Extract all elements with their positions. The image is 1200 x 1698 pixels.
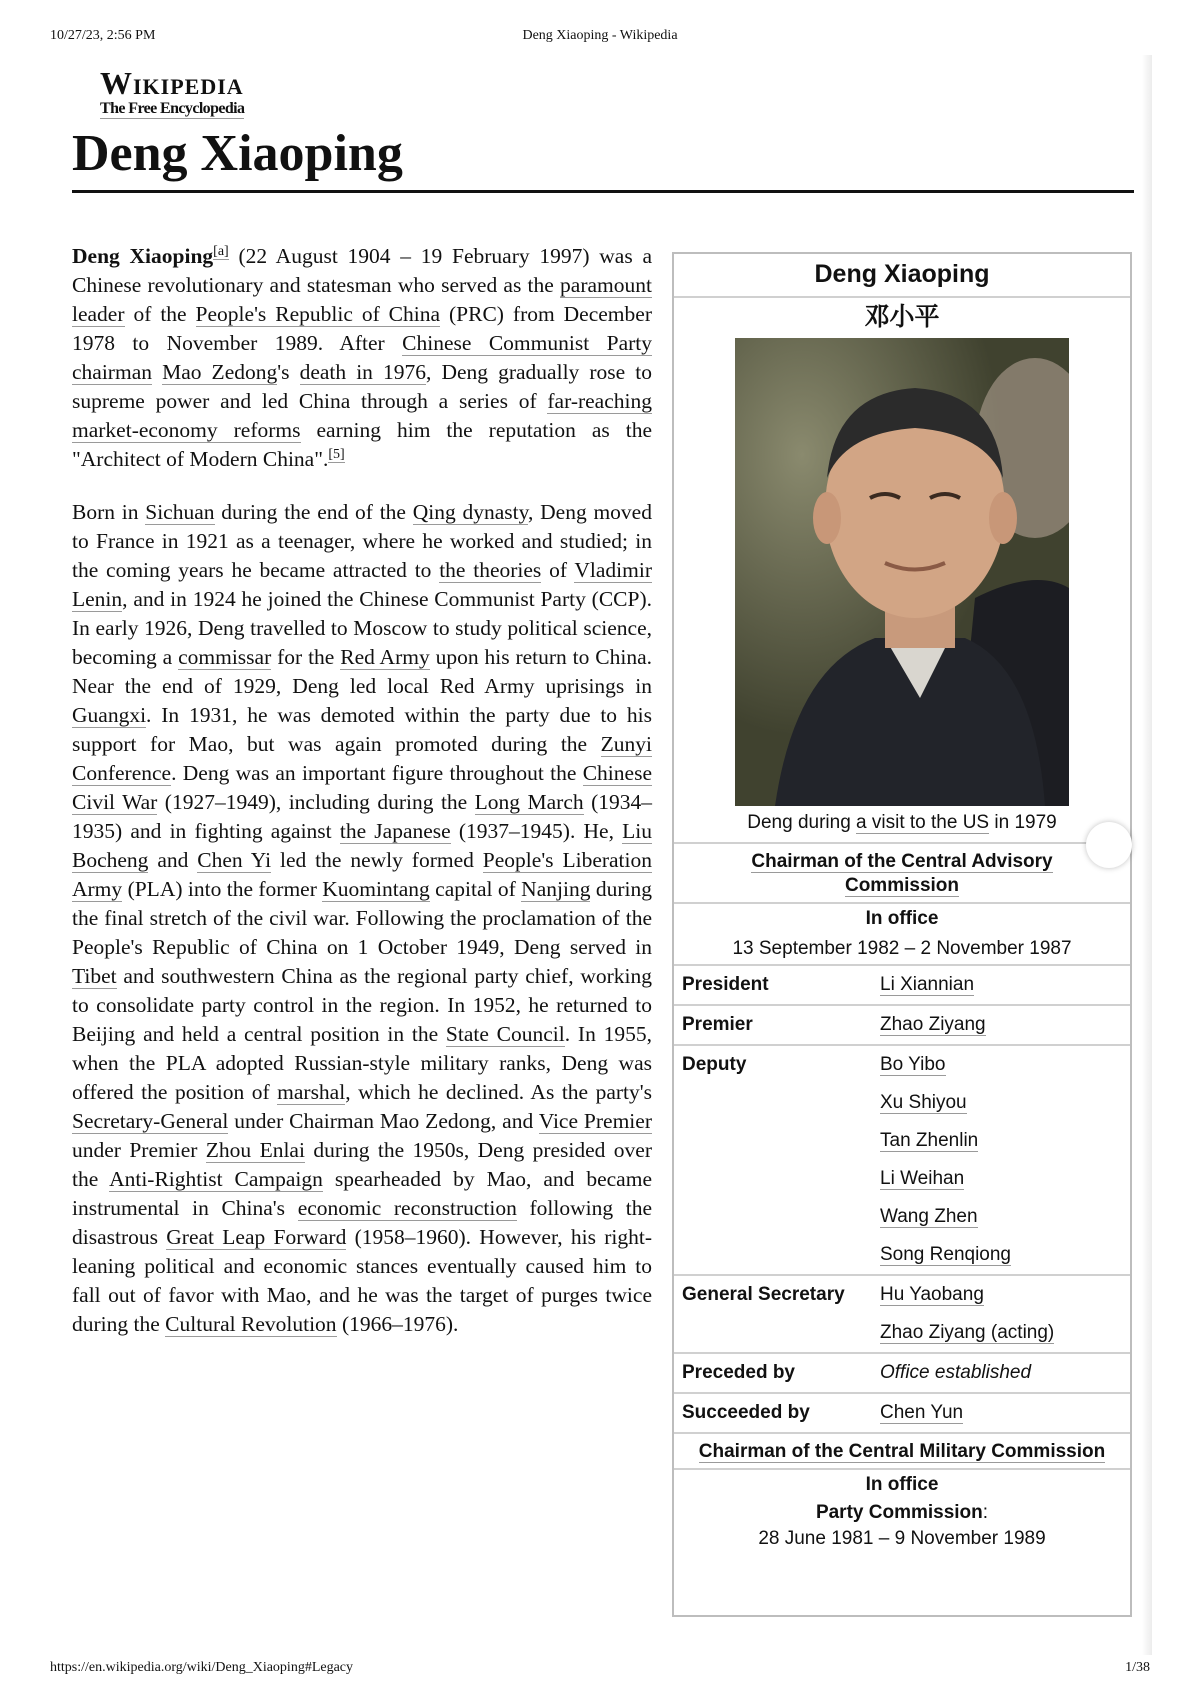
infobox-rows [674, 964, 1130, 1432]
wiki-link[interactable]: Great Leap Forward [166, 1225, 347, 1249]
infobox-value [880, 1240, 1011, 1270]
text-run: (22 August 1904 – 19 February 1997) was a Chinese revolutionary and statesman who served as the [72, 244, 653, 297]
infobox-row-values [880, 1398, 963, 1428]
text-run: (1966–1976). [336, 1312, 459, 1336]
text-run: , Deng gradually rose to supreme power and led China through a series of [72, 360, 652, 413]
office-link[interactable]: Chairman of the Central Military Commission [698, 1441, 1106, 1462]
text-run: . Deng was an important figure throughout the [171, 761, 583, 785]
text-run: during the final stretch of the civil war. Following the proclamation of the People's Republic of China on 1 October 1949, Deng served in [72, 877, 652, 959]
wiki-link[interactable]: Vladimir Lenin [72, 558, 653, 611]
text-run: (1934–1935) and in fighting against [72, 790, 652, 843]
infobox-value-link[interactable]: Zhao Ziyang (acting) [880, 1322, 1055, 1343]
party-commission-text: Party Commission [815, 1502, 983, 1523]
text-run: and [148, 848, 198, 872]
infobox-value [880, 1202, 1011, 1240]
text-run: under Chairman Mao Zedong, and [228, 1109, 539, 1133]
infobox-row [674, 1352, 1130, 1392]
infobox-row-values [880, 1050, 1011, 1270]
text-run: of [541, 558, 575, 582]
text-run: Deng during [747, 812, 857, 833]
infobox-value [880, 970, 974, 1000]
wiki-link[interactable]: Long March [474, 790, 584, 814]
party-commission-colon: : [982, 1502, 989, 1523]
wiki-link[interactable]: the theories [439, 558, 542, 582]
wiki-link[interactable]: Cultural Revolution [165, 1312, 337, 1336]
term-dates: 28 June 1981 – 9 November 1989 [758, 1528, 1046, 1549]
wiki-link[interactable]: Nanjing [521, 877, 591, 901]
article-body [72, 242, 652, 1363]
infobox-row [674, 964, 1130, 1004]
text-run: and southwestern China as the regional party chief, working to consolidate party control in the region. In 1952, he returned to Beijing and held a central position in the [72, 964, 652, 1046]
wiki-link[interactable]: Zhou Enlai [205, 1138, 305, 1162]
infobox-row-label: General Secretary [682, 1284, 845, 1305]
wiki-link[interactable]: Zunyi Conference [72, 732, 652, 785]
text-run: , Deng moved to France in 1921 as a teenager, where he worked and studied; in the coming years he became attracted to [72, 500, 652, 582]
text-run: of the [124, 302, 196, 326]
logo-tagline[interactable]: The Free Encyclopedia [100, 100, 245, 117]
infobox-row-values [880, 970, 974, 1000]
infobox-value-link[interactable]: Xu Shiyou [880, 1092, 967, 1113]
text-run: for the [271, 645, 341, 669]
wiki-link[interactable]: the Japanese [339, 819, 451, 843]
lead-paragraph [72, 242, 652, 474]
text-run: (1937–1945). He, [450, 819, 623, 843]
wiki-link[interactable]: Guangxi [72, 703, 147, 727]
wiki-link[interactable]: Secretary-General [72, 1109, 229, 1133]
infobox-native-name: 邓小平 [864, 303, 940, 331]
print-date: 10/27/23, 2:56 PM [50, 28, 156, 43]
infobox-value-text: Office established [880, 1362, 1032, 1383]
wiki-link[interactable]: commissar [178, 645, 272, 669]
wiki-link[interactable]: State Council [445, 1022, 565, 1046]
infobox-row-label: Preceded by [682, 1362, 795, 1383]
text-run [152, 360, 162, 384]
wiki-link[interactable]: far-reaching market-economy reforms [72, 389, 652, 442]
office-link[interactable]: Chairman of the Central Advisory Commission [751, 851, 1053, 896]
infobox-row [674, 1044, 1130, 1274]
wiki-link[interactable]: Mao Zedong [162, 360, 278, 384]
title-divider [72, 190, 1134, 193]
wiki-link[interactable]: Chinese Communist Party chairman [72, 331, 652, 384]
wiki-link[interactable]: a visit to the US [856, 812, 990, 833]
office-title-military[interactable] [674, 1432, 1130, 1468]
text-run: in 1979 [989, 812, 1057, 833]
text-run: during the end of the [214, 500, 413, 524]
text-run: earning him the reputation as the "Architect of Modern China". [72, 418, 652, 471]
print-title: Deng Xiaoping - Wikipedia [522, 28, 678, 43]
wiki-link[interactable]: Chen Yi [197, 848, 272, 872]
infobox-row-label: President [682, 974, 769, 995]
text-run: under Premier [72, 1138, 206, 1162]
text-run: (PLA) into the former [122, 877, 323, 901]
text-run: 's [277, 360, 300, 384]
office-title-advisory[interactable] [674, 842, 1130, 902]
infobox-row-label: Succeeded by [682, 1402, 810, 1423]
infobox-value [880, 1010, 986, 1040]
wiki-link[interactable]: Vice Premier [538, 1109, 652, 1133]
logo-wordmark: Wikipedia [100, 65, 244, 101]
citation [213, 244, 229, 260]
subject-name: Deng Xiaoping [72, 244, 214, 268]
wiki-link[interactable]: People's Republic of China [195, 302, 441, 326]
infobox-row-label: Premier [682, 1014, 753, 1035]
scroll-indicator[interactable] [1086, 822, 1132, 868]
infobox-row-values [880, 1358, 1031, 1388]
infobox-value-link[interactable]: Song Renqiong [880, 1244, 1011, 1265]
text-run: led the newly formed [271, 848, 483, 872]
citation-link[interactable]: [5] [328, 446, 345, 462]
wiki-link[interactable]: paramount leader [72, 273, 652, 326]
infobox-value-link[interactable]: Tan Zhenlin [880, 1130, 979, 1151]
infobox-value-link[interactable]: Bo Yibo [880, 1054, 946, 1075]
portrait-image [735, 338, 1069, 806]
text-run: Born in [72, 500, 146, 524]
infobox-row [674, 1392, 1130, 1432]
wiki-link[interactable]: People's Liberation Army [72, 848, 653, 901]
wiki-link[interactable]: death in 1976 [299, 360, 427, 384]
wiki-link[interactable]: economic reconstruction [297, 1196, 517, 1220]
text-run: capital of [429, 877, 522, 901]
infobox-value [880, 1398, 963, 1428]
infobox-value [880, 1050, 1011, 1088]
in-office-label: In office [674, 1468, 1130, 1500]
infobox-value [880, 1280, 1054, 1318]
infobox [672, 252, 1132, 1617]
text-run: (PRC) from December 1978 to November 1989. After [72, 302, 652, 355]
in-office-label: In office [674, 902, 1130, 934]
infobox-value [880, 1126, 1011, 1164]
citation [328, 447, 344, 463]
infobox-value [880, 1088, 1011, 1126]
text-run: following the disastrous [72, 1196, 652, 1249]
print-url: https://en.wikipedia.org/wiki/Deng_Xiaoping#Legacy [50, 1660, 354, 1675]
portrait-photo[interactable] [735, 338, 1069, 806]
wiki-link[interactable]: Red Army [340, 645, 430, 669]
text-run: , and in 1924 he joined the Chinese Communist Party (CCP). In early 1926, Deng travelled to Moscow to study political science, becoming a [72, 587, 652, 669]
wiki-link[interactable]: Anti-Rightist Campaign [109, 1167, 323, 1191]
text-run: (1927–1949), including during the [157, 790, 475, 814]
infobox-value [880, 1318, 1054, 1348]
text-run: upon his return to China. Near the end of 1929, Deng led local Red Army uprisings in [72, 645, 653, 698]
wiki-link[interactable]: Sichuan [145, 500, 215, 524]
infobox-value-link[interactable]: Li Weihan [880, 1168, 965, 1189]
text-run: spearheaded by Mao, and became instrumental in China's [72, 1167, 652, 1220]
wiki-link[interactable]: Tibet [72, 964, 117, 988]
infobox-value-link[interactable]: Chen Yun [880, 1402, 964, 1423]
wiki-link[interactable]: Chinese Civil War [72, 761, 652, 814]
photo-caption [674, 812, 1130, 842]
print-page-number: 1/38 [1125, 1660, 1150, 1675]
wiki-link[interactable]: Qing dynasty [412, 500, 528, 524]
infobox-name: Deng Xiaoping [674, 254, 1130, 298]
text-run: , which he declined. As the party's [345, 1080, 652, 1104]
infobox-row [674, 1274, 1130, 1352]
text-run: during the 1950s, Deng presided over the [72, 1138, 653, 1191]
infobox-row [674, 1004, 1130, 1044]
infobox-row-values [880, 1010, 986, 1040]
print-header [50, 28, 1150, 48]
party-commission-label [674, 1500, 1130, 1526]
body-paragraph [72, 498, 652, 1339]
infobox-value [880, 1164, 1011, 1202]
infobox-value-link[interactable]: Wang Zhen [880, 1206, 978, 1227]
term-dates: 13 September 1982 – 2 November 1987 [732, 938, 1072, 959]
wiki-link[interactable]: marshal [277, 1080, 346, 1104]
citation-link[interactable]: [a] [213, 243, 229, 259]
page-edge-shadow [1142, 55, 1152, 1655]
infobox-value-link[interactable]: Zhao Ziyang [880, 1014, 986, 1035]
print-footer [50, 1660, 1150, 1680]
infobox-value-link[interactable]: Li Xiannian [880, 974, 975, 995]
wiki-link[interactable]: Liu Bocheng [72, 819, 653, 872]
text-run: . In 1955, when the PLA adopted Russian-style military ranks, Deng was offered the position of [72, 1022, 652, 1104]
text-run: (1958–1960). However, his right-leaning political and economic stances eventually caused him to fall out of favor with Mao, and he was the target of purges twice during the [72, 1225, 652, 1336]
wikipedia-logo[interactable] [100, 66, 244, 119]
text-run: . In 1931, he was demoted within the party due to his support for Mao, but was again promoted during the [72, 703, 652, 756]
infobox-row-values [880, 1280, 1054, 1348]
infobox-value [880, 1358, 1031, 1388]
infobox-row-label: Deputy [682, 1054, 747, 1075]
page-title: Deng Xiaoping [72, 125, 403, 182]
wiki-link[interactable]: Kuomintang [322, 877, 430, 901]
infobox-value-link[interactable]: Hu Yaobang [880, 1284, 984, 1305]
